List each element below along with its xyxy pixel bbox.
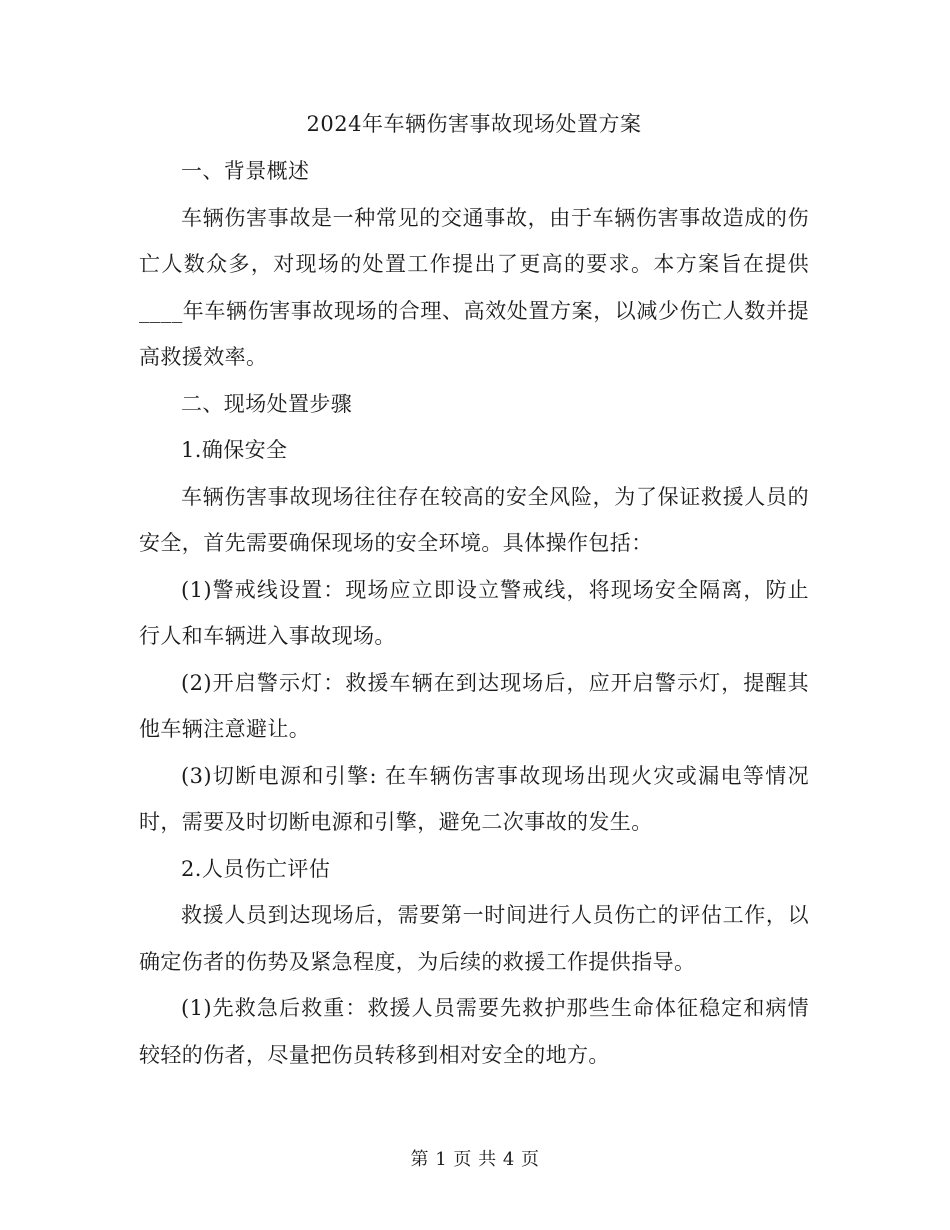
section-heading-background: 一、背景概述 xyxy=(181,159,310,183)
paragraph-background: 车辆伤害事故是一种常见的交通事故，由于车辆伤害事故造成的伤亡人数众多，对现场的处置工作提出了更高的要求。本方案旨在提供____年车辆伤害事故现场的合理、高效处置方案，以减少伤亡人数并提高救援效率。 xyxy=(139,205,809,369)
document-title: 2024年车辆伤害事故现场处置方案 xyxy=(306,112,642,136)
document-body xyxy=(139,100,809,1078)
subheading-ensure-safety: 1.确保安全 xyxy=(181,438,288,462)
paragraph-casualty-assessment: 救援人员到达现场后，需要第一时间进行人员伤亡的评估工作，以确定伤者的伤势及紧急程度，为后续的救援工作提供指导。 xyxy=(139,903,809,974)
subheading-casualty-assessment: 2.人员伤亡评估 xyxy=(181,856,331,881)
list-item-warning-light: (2)开启警示灯：救援车辆在到达现场后，应开启警示灯，提醒其他车辆注意避让。 xyxy=(139,670,809,741)
list-item-cut-power: (3)切断电源和引擎: 在车辆伤害事故现场出现火灾或漏电等情况时，需要及时切断电源和引擎，避免二次事故的发生。 xyxy=(139,763,809,834)
page-number: 第 1 页 共 4 页 xyxy=(410,1149,540,1170)
page-footer xyxy=(0,1146,950,1174)
list-item-triage: (1)先救急后救重：救援人员需要先救护那些生命体征稳定和病情较轻的伤者，尽量把伤员转移到相对安全的地方。 xyxy=(139,996,809,1067)
section-heading-steps: 二、现场处置步骤 xyxy=(181,391,353,416)
list-item-warning-line: (1)警戒线设置：现场应立即设立警戒线，将现场安全隔离，防止行人和车辆进入事故现场。 xyxy=(139,577,809,648)
paragraph-safety: 车辆伤害事故现场往往存在较高的安全风险，为了保证救援人员的安全，首先需要确保现场的安全环境。具体操作包括： xyxy=(139,484,809,555)
